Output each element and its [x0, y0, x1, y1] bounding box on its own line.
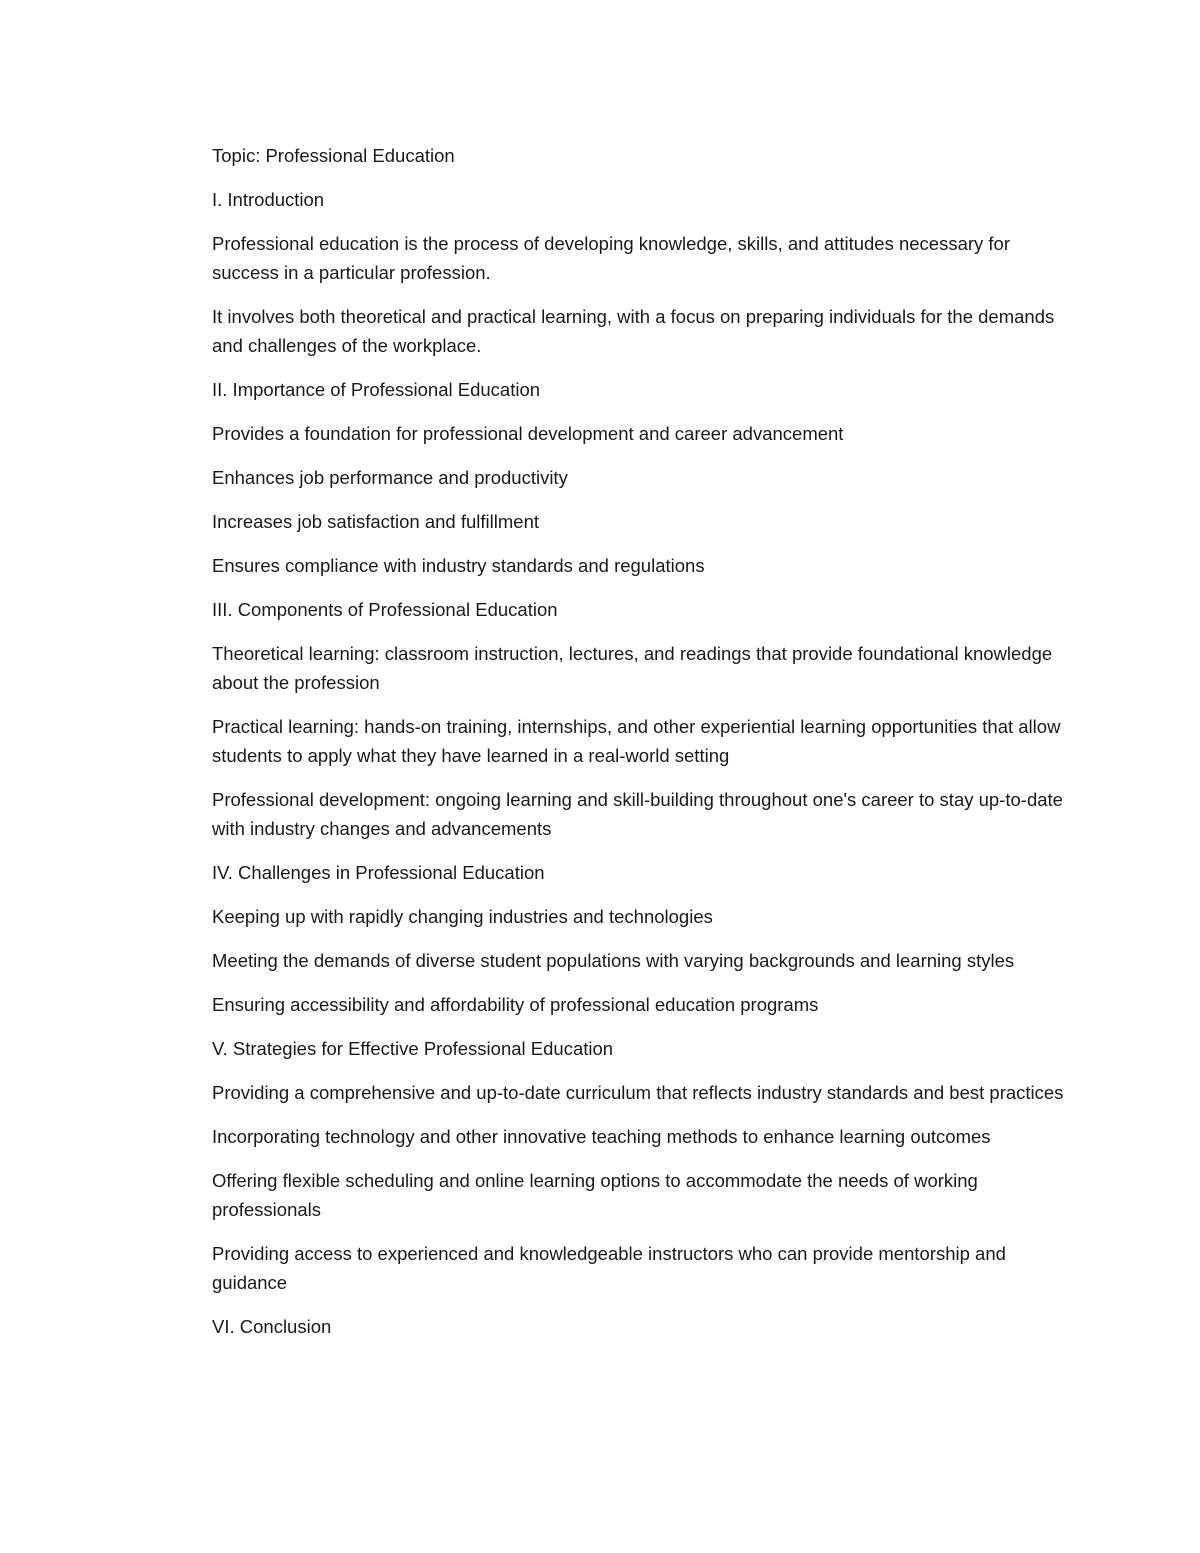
document-title: Topic: Professional Education: [212, 145, 455, 166]
paragraph: Professional development: ongoing learning and skill-building throughout one's career to stay up-to-date with industry changes and advancements: [212, 789, 1063, 839]
paragraph: Increases job satisfaction and fulfillment: [212, 511, 540, 532]
paragraph: Providing a comprehensive and up-to-date curriculum that reflects industry standards and best practices: [212, 1082, 1064, 1103]
paragraph: Ensures compliance with industry standards and regulations: [212, 555, 705, 576]
section-heading-importance: II. Importance of Professional Education: [212, 379, 541, 400]
paragraph: Ensuring accessibility and affordability of professional education programs: [212, 994, 819, 1015]
section-heading-challenges: IV. Challenges in Professional Education: [212, 862, 545, 883]
section-heading-components: III. Components of Professional Education: [212, 599, 558, 620]
paragraph: Professional education is the process of developing knowledge, skills, and attitudes necessary for success in a particular profession.: [212, 233, 1011, 283]
paragraph: Keeping up with rapidly changing industries and technologies: [212, 906, 713, 927]
section-heading-strategies: V. Strategies for Effective Professional Education: [212, 1038, 614, 1059]
paragraph: Meeting the demands of diverse student populations with varying backgrounds and learning styles: [212, 950, 1015, 971]
paragraph: Theoretical learning: classroom instruction, lectures, and readings that provide foundational knowledge about the profession: [212, 643, 1053, 693]
section-heading-introduction: I. Introduction: [212, 189, 325, 210]
paragraph: Incorporating technology and other innovative teaching methods to enhance learning outcomes: [212, 1126, 991, 1147]
paragraph: It involves both theoretical and practical learning, with a focus on preparing individuals for the demands and challenges of the workplace.: [212, 306, 1055, 356]
section-heading-conclusion: VI. Conclusion: [212, 1316, 332, 1337]
paragraph: Provides a foundation for professional development and career advancement: [212, 423, 844, 444]
paragraph: Providing access to experienced and knowledgeable instructors who can provide mentorship and guidance: [212, 1243, 1006, 1293]
paragraph: Enhances job performance and productivity: [212, 467, 568, 488]
document-body: [212, 141, 1072, 1356]
paragraph: Offering flexible scheduling and online learning options to accommodate the needs of working professionals: [212, 1170, 978, 1220]
paragraph: Practical learning: hands-on training, internships, and other experiential learning opportunities that allow students to apply what they have learned in a real-world setting: [212, 716, 1061, 766]
